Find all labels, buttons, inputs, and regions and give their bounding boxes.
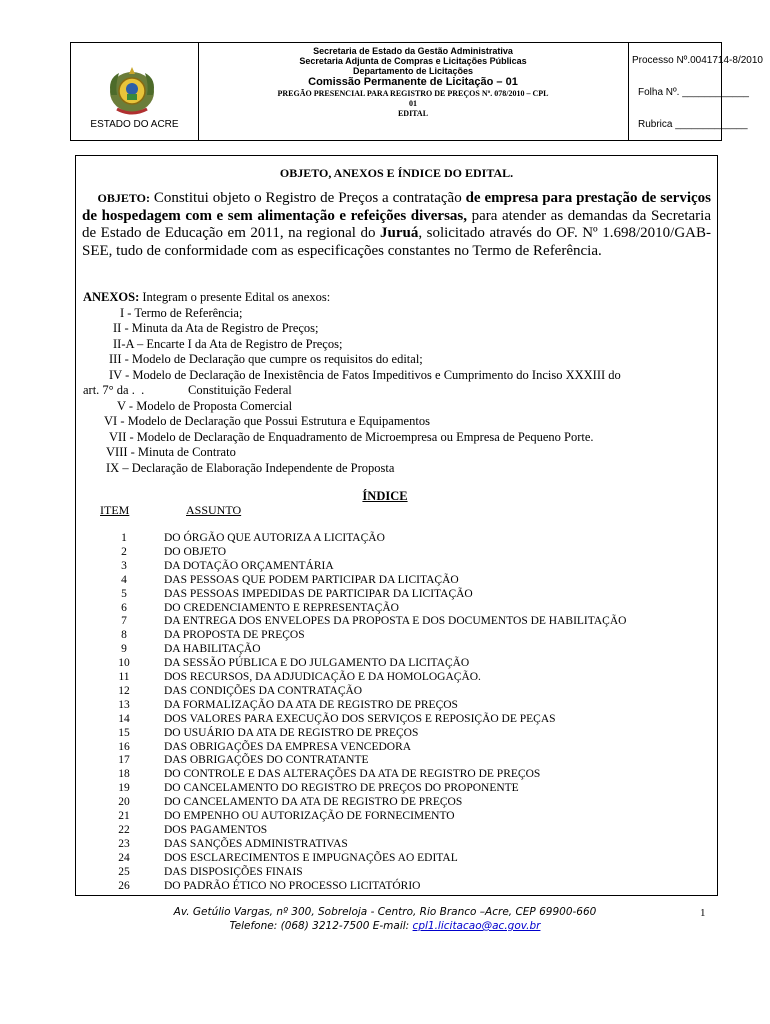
item-number: 8: [121, 629, 127, 642]
table-row: [0, 698, 770, 712]
item-number: 17: [118, 754, 130, 767]
table-row: [0, 587, 770, 601]
item-subject: DAS CONDIÇÕES DA CONTRATAÇÃO: [164, 684, 363, 697]
table-row: [0, 809, 770, 823]
item-subject: DO EMPENHO OU AUTORIZAÇÃO DE FORNECIMENTO: [164, 810, 455, 822]
item-number: 13: [118, 698, 130, 711]
objeto-text-1: Constitui objeto o Registro de Preços a contratação: [149, 190, 466, 206]
objeto-label: OBJETO:: [97, 191, 150, 205]
anexo-item: VI - Modelo de Declaração que Possui Estrutura e Equipamentos: [104, 414, 430, 428]
item-number: 2: [121, 545, 127, 558]
item-number: 18: [118, 768, 130, 781]
table-row: [0, 726, 770, 740]
footer-email-link[interactable]: cpl1.licitacao@ac.gov.br: [412, 920, 541, 932]
assunto-column-header: ASSUNTO: [186, 503, 242, 517]
item-subject: DA FORMALIZAÇÃO DA ATA DE REGISTRO DE PREÇOS: [164, 698, 458, 711]
item-subject: DAS PESSOAS IMPEDIDAS DE PARTICIPAR DA LICITAÇÃO: [164, 587, 473, 600]
anexo-item: art. 7° da . . Constituição Federal: [83, 383, 292, 397]
pregao-line-1: PREGÃO PRESENCIAL PARA REGISTRO DE PREÇOS Nº. 078/2010 – CPL: [277, 89, 549, 98]
table-row: [0, 670, 770, 684]
anexos-intro: Integram o presente Edital os anexos:: [139, 290, 331, 304]
item-number: 26: [118, 879, 130, 892]
item-number: 24: [118, 851, 130, 864]
item-number: 14: [118, 712, 130, 725]
anexo-item: I - Termo de Referência;: [120, 305, 243, 320]
header-line-2: Secretaria Adjunta de Compras e Licitações Públicas: [299, 56, 527, 66]
objeto-bold-2: Juruá: [379, 225, 419, 241]
item-subject: DO CREDENCIAMENTO E REPRESENTAÇÃO: [164, 601, 399, 614]
anexo-item: VIII - Minuta de Contrato: [106, 445, 236, 459]
header-line-3: Departamento de Licitações: [352, 66, 474, 76]
item-subject: DO CANCELAMENTO DA ATA DE REGISTRO DE PREÇOS: [164, 796, 463, 809]
header-title-cell: [198, 43, 629, 140]
item-subject: DA SESSÃO PÚBLICA E DO JULGAMENTO DA LICITAÇÃO: [164, 657, 470, 670]
item-number: 6: [121, 601, 127, 614]
table-row: [0, 879, 770, 893]
table-row: [0, 628, 770, 642]
item-column-header: ITEM: [100, 503, 130, 517]
item-subject: DO PADRÃO ÉTICO NO PROCESSO LICITATÓRIO: [164, 879, 421, 892]
item-subject: DO USUÁRIO DA ATA DE REGISTRO DE PREÇOS: [164, 726, 419, 739]
table-row: [0, 837, 770, 851]
item-number: 20: [118, 796, 130, 809]
item-subject: DOS RECURSOS, DA ADJUDICAÇÃO E DA HOMOLOGAÇÃO.: [164, 671, 481, 683]
item-number: 23: [118, 837, 130, 850]
item-number: 5: [121, 587, 127, 600]
item-subject: DAS OBRIGAÇÕES DO CONTRATANTE: [164, 754, 369, 767]
item-subject: DOS VALORES PARA EXECUÇÃO DOS SERVIÇOS E REPOSIÇÃO DE PEÇAS: [164, 712, 556, 725]
indice-title: ÍNDICE: [362, 489, 408, 503]
table-row: [0, 851, 770, 865]
item-subject: DAS PESSOAS QUE PODEM PARTICIPAR DA LICITAÇÃO: [164, 573, 459, 586]
table-row: [0, 865, 770, 879]
table-row: [0, 712, 770, 726]
item-number: 16: [118, 740, 130, 753]
table-row: [0, 767, 770, 781]
item-subject: DA DOTAÇÃO ORÇAMENTÁRIA: [164, 559, 334, 572]
footer-address: Av. Getúlio Vargas, nº 300, Sobreloja - Centro, Rio Branco –Acre, CEP 69900-660: [173, 906, 597, 918]
anexo-item: VII - Modelo de Declaração de Enquadramento de Microempresa ou Empresa de Pequeno Porte.: [109, 429, 594, 444]
item-subject: DA HABILITAÇÃO: [164, 643, 261, 656]
folha-field: Folha Nº. ____________: [638, 87, 749, 98]
table-row: [0, 573, 770, 587]
table-row: [0, 601, 770, 615]
item-number: 21: [118, 810, 130, 822]
item-subject: DO CANCELAMENTO DO REGISTRO DE PREÇOS DO PROPONENTE: [164, 782, 519, 795]
table-row: [0, 753, 770, 767]
objeto-paragraph: [82, 190, 711, 260]
footer-contact: [0, 920, 770, 932]
header-process-cell: [628, 43, 763, 140]
item-number: 7: [121, 615, 127, 628]
objeto-text-2: para atender as demandas da Secretaria de Estado de Educação em 2011, na regional do: [82, 207, 711, 241]
item-number: 25: [118, 865, 130, 878]
rubrica-field: Rubrica _____________: [638, 119, 748, 130]
table-row: [0, 559, 770, 573]
anexo-item: II - Minuta da Ata de Registro de Preços;: [113, 321, 319, 335]
objeto-text-3: , solicitado através do OF. Nº 1.698/2010/GAB-SEE, tudo de conformidade com as especificações constantes no Termo de Referência.: [82, 225, 711, 259]
table-row: [0, 823, 770, 837]
footer-phone: Telefone: (068) 3212-7500 E-mail:: [229, 920, 413, 932]
item-subject: DO OBJETO: [164, 545, 227, 558]
header-line-1: Secretaria de Estado da Gestão Administrativa: [313, 46, 513, 56]
item-subject: DAS OBRIGAÇÕES DA EMPRESA VENCEDORA: [164, 740, 412, 753]
anexo-item: IX – Declaração de Elaboração Independente de Proposta: [106, 460, 395, 475]
table-row: [0, 531, 770, 545]
item-number: 4: [121, 573, 127, 586]
item-number: 22: [118, 823, 130, 836]
item-subject: DOS ESCLARECIMENTOS E IMPUGNAÇÕES AO EDITAL: [164, 851, 458, 864]
item-subject: DA ENTREGA DOS ENVELOPES DA PROPOSTA E DOS DOCUMENTOS DE HABILITAÇÃO: [164, 615, 627, 628]
table-row: [0, 614, 770, 628]
anexo-item: V - Modelo de Proposta Comercial: [117, 398, 293, 413]
page-number: 1: [700, 907, 706, 919]
processo-number: Processo Nº.0041714-8/2010: [632, 55, 763, 66]
anexos-label: ANEXOS:: [83, 290, 140, 304]
item-subject: DO ÓRGÃO QUE AUTORIZA A LICITAÇÃO: [164, 532, 385, 544]
table-row: [0, 545, 770, 559]
anexo-item: III - Modelo de Declaração que cumpre os requisitos do edital;: [109, 352, 423, 366]
table-row: [0, 642, 770, 656]
objeto-bold-1: de empresa para prestação de serviços de hospedagem com e sem alimentação e refeições diversas,: [82, 190, 712, 224]
item-number: 12: [118, 684, 130, 697]
table-row: [0, 684, 770, 698]
anexo-item: IV - Modelo de Declaração de Inexistência de Fatos Impeditivos e Cumprimento do Inciso XXXIII do: [109, 367, 621, 382]
document-header: [70, 42, 763, 141]
anexo-item: II-A – Encarte I da Ata de Registro de Preços;: [113, 336, 343, 351]
table-row: [0, 740, 770, 754]
pregao-line-2: 01: [409, 99, 417, 108]
item-subject: DA PROPOSTA DE PREÇOS: [164, 629, 305, 642]
table-row: [0, 795, 770, 809]
item-number: 11: [118, 671, 130, 683]
acre-coat-of-arms-icon: [103, 65, 161, 117]
edital-label: EDITAL: [397, 109, 429, 118]
item-number: 19: [118, 782, 130, 795]
item-number: 10: [118, 657, 130, 670]
item-number: 3: [121, 559, 127, 572]
item-subject: DAS DISPOSIÇÕES FINAIS: [164, 865, 303, 878]
anexos-list: [83, 290, 715, 476]
item-number: 15: [118, 726, 130, 739]
table-row: [0, 656, 770, 670]
item-subject: DOS PAGAMENTOS: [164, 823, 268, 836]
item-number: 1: [121, 532, 127, 544]
item-subject: DO CONTROLE E DAS ALTERAÇÕES DA ATA DE REGISTRO DE PREÇOS: [164, 768, 541, 781]
estado-label: ESTADO DO ACRE: [90, 119, 179, 130]
section-title: OBJETO, ANEXOS E ÍNDICE DO EDITAL.: [279, 166, 514, 180]
comissao-title: Comissão Permanente de Licitação – 01: [308, 76, 518, 88]
item-number: 9: [121, 643, 127, 656]
table-row: [0, 781, 770, 795]
item-subject: DAS SANÇÕES ADMINISTRATIVAS: [164, 837, 348, 850]
header-logo-cell: [71, 43, 199, 140]
